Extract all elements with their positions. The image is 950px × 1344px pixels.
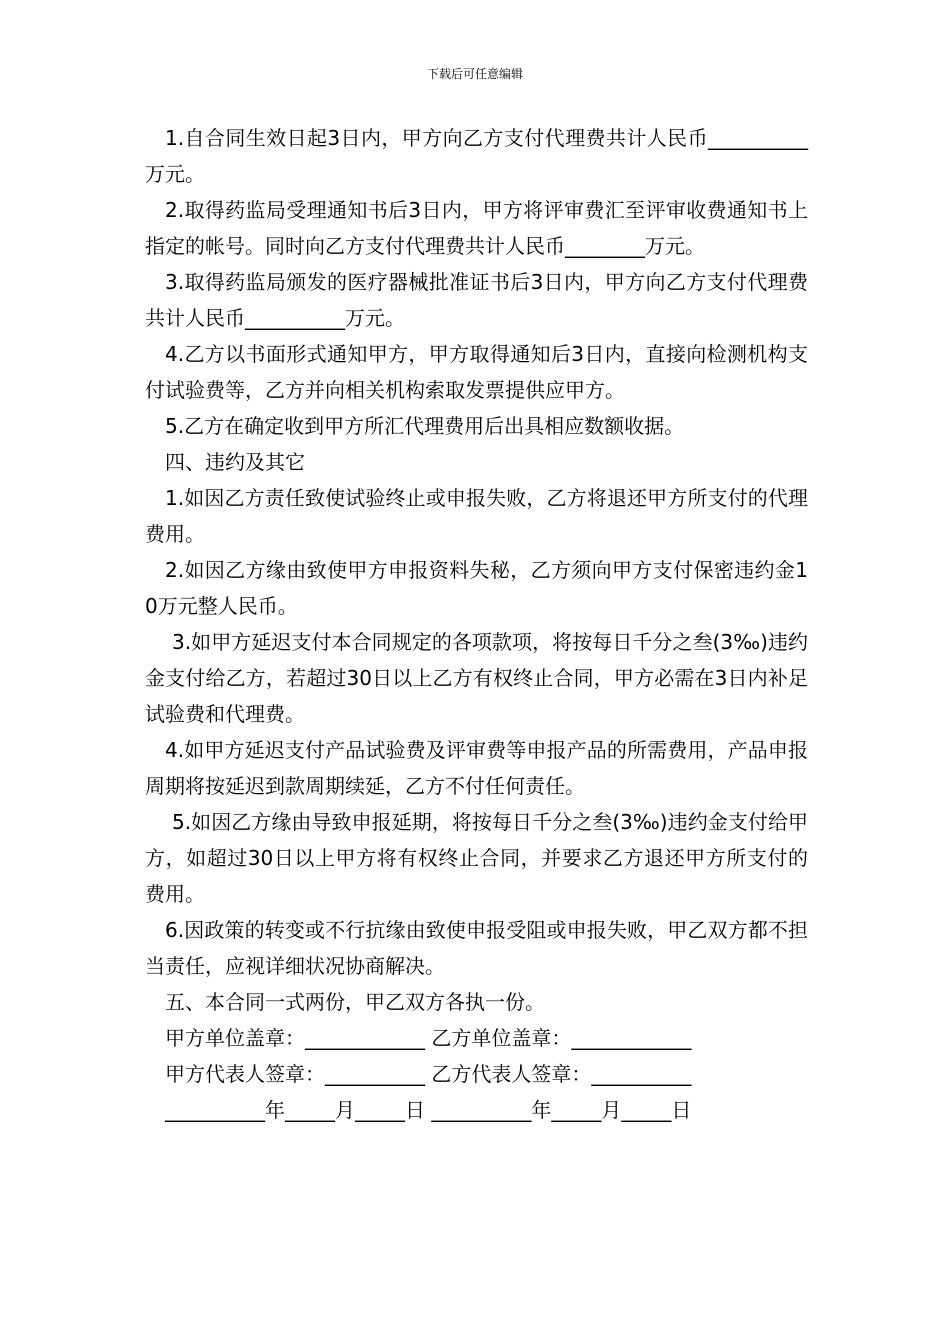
breach-clause-2: 2.如因乙方缘由致使甲方申报资料失秘，乙方须向甲方支付保密违约金10万元整人民币。 — [145, 558, 808, 618]
payment-clause-1: 1.自合同生效日起3日内，甲方向乙方支付代理费共计人民币__________万元。 — [145, 126, 808, 186]
payment-clause-4: 4.乙方以书面形式通知甲方，甲方取得通知后3日内，直接向检测机构支付试验费等，乙方并向相关机构索取发票提供应甲方。 — [145, 342, 808, 402]
breach-clause-1: 1.如因乙方责任致使试验终止或申报失败，乙方将退还甲方所支付的代理费用。 — [145, 486, 808, 546]
breach-clause-4: 4.如甲方延迟支付产品试验费及评审费等申报产品的所需费用，产品申报周期将按延迟到款周期续延，乙方不付任何责任。 — [145, 738, 808, 798]
contract-body — [145, 120, 808, 1128]
payment-clause-3: 3.取得药监局颁发的医疗器械批准证书后3日内，甲方向乙方支付代理费共计人民币__________万元。 — [145, 270, 808, 330]
payment-clause-5: 5.乙方在确定收到甲方所汇代理费用后出具相应数额收据。 — [165, 414, 685, 438]
representative-signature-line: 甲方代表人签章：__________ 乙方代表人签章：__________ — [165, 1062, 692, 1086]
section-heading-breach: 四、违约及其它 — [165, 450, 305, 474]
page-header: 下载后可任意编辑 — [426, 67, 523, 81]
breach-clause-6: 6.因政策的转变或不行抗缘由致使申报受阻或申报失败，甲乙双方都不担当责任，应视详细状况协商解决。 — [145, 918, 808, 978]
breach-clause-3: 3.如甲方延迟支付本合同规定的各项款项，将按每日千分之叁(3‰)违约金支付给乙方，若超过30日以上乙方有权终止合同，甲方必需在3日内补足试验费和代理费。 — [145, 630, 808, 726]
section-heading-copies: 五、本合同一式两份，甲乙双方各执一份。 — [165, 990, 545, 1014]
payment-clause-2: 2.取得药监局受理通知书后3日内，甲方将评审费汇至评审收费通知书上指定的帐号。同时向乙方支付代理费共计人民币________万元。 — [145, 198, 808, 258]
date-line: __________年_____月_____日 __________年_____月_____日 — [165, 1098, 692, 1122]
seal-signature-line: 甲方单位盖章：____________ 乙方单位盖章：____________ — [165, 1026, 692, 1050]
breach-clause-5: 5.如因乙方缘由导致申报延期，将按每日千分之叁(3‰)违约金支付给甲方，如超过30日以上甲方将有权终止合同，并要求乙方退还甲方所支付的费用。 — [145, 810, 808, 906]
